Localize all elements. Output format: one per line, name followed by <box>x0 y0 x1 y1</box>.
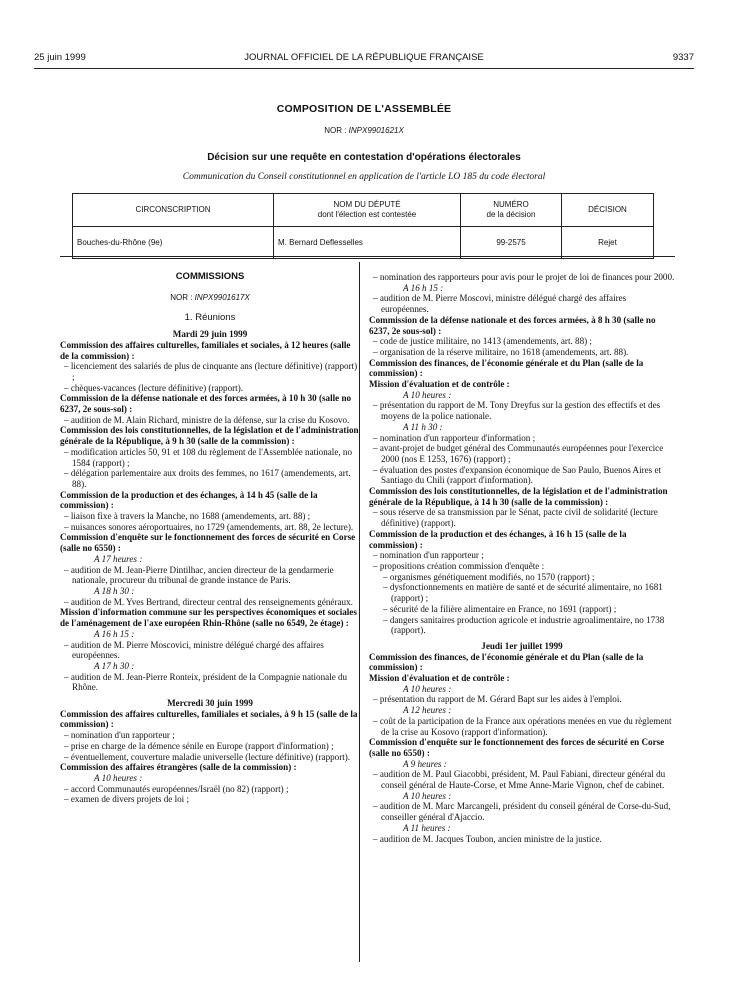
commission-heading: Commission d'enquête sur le fonctionnement des forces de sécurité en Corse (salle no 6550) : <box>60 532 356 554</box>
section-heading: 1. Réunions <box>184 312 236 324</box>
time-label: A 16 h 15 : <box>403 282 444 293</box>
cell-numero: 99-2575 <box>461 227 562 259</box>
nor-value: INPX9901621X <box>348 126 404 135</box>
commission-heading: Mission d'évaluation et de contrôle : <box>369 673 510 684</box>
agenda-item: – sécurité de la filière alimentaire en France, no 1691 (rapport) ; <box>383 603 617 614</box>
time-label: A 11 heures : <box>403 822 451 833</box>
left-agenda-list <box>60 329 360 805</box>
agenda-item: – examen de divers projets de loi ; <box>64 794 190 805</box>
header-date: 25 juin 1999 <box>34 52 86 63</box>
commission-heading: Mission d'information commune sur les perspectives économiques et sociales de l'aménagement de l'axe européen Rhin-Rhône (salle no 6549, 2e étage) : <box>60 607 357 629</box>
agenda-item: – audition de M. Jean-Pierre Dintilhac, ancien directeur de la gendarmerie nationale, procureur du tribunal de grande instance de Paris. <box>64 564 334 586</box>
composition-nor <box>34 126 694 135</box>
time-label: A 18 h 30 : <box>94 585 135 596</box>
commission-heading: Commission des finances, de l'économie générale et du Plan (salle de la commission) : <box>369 357 644 379</box>
header-journal-title: JOURNAL OFFICIEL DE LA RÉPUBLIQUE FRANÇAISE <box>244 52 484 63</box>
agenda-item: – audition de M. Pierre Moscovi, ministre délégué chargé des affaires européennes. <box>373 293 627 315</box>
agenda-item: – propositions création commission d'enquête : <box>373 560 545 571</box>
agenda-item: – chèques-vacances (lecture définitive) (rapport). <box>64 382 244 393</box>
commission-heading: Commission des lois constitutionnelles, de la législation et de l'administration générale de la République, à 9 h 30 (salle de la commission) : <box>60 425 359 447</box>
time-label: A 16 h 15 : <box>94 628 135 639</box>
agenda-item: – organisation de la réserve militaire, no 1618 (amendements, art. 88). <box>373 346 629 357</box>
agenda-item: – audition de M. Jacques Toubon, ancien ministre de la justice. <box>373 833 602 844</box>
time-label: A 9 heures : <box>403 758 447 769</box>
time-label: A 11 h 30 : <box>403 421 443 432</box>
day-heading: Jeudi 1er juillet 1999 <box>481 640 563 651</box>
agenda-item: – délégation parlementaire aux droits des femmes, no 1617 (amendements, art. 88). <box>64 468 351 489</box>
agenda-item: – licenciement des salariés de plus de cinquante ans (lecture définitive) (rapport) ; <box>64 361 358 382</box>
cell-depute: M. Bernard Deflesselles <box>274 227 461 259</box>
commission-heading: Commission des finances, de l'économie générale et du Plan (salle de la commission) : <box>369 651 644 673</box>
agenda-item: – nomination d'un rapporteur d'information ; <box>373 432 536 443</box>
commission-heading: Commission des affaires culturelles, familiales et sociales, à 12 heures (salle de la commission) : <box>60 339 351 361</box>
nor-label: NOR : <box>324 126 347 135</box>
decision-table <box>72 193 654 259</box>
commissions-title: COMMISSIONS <box>175 271 245 282</box>
commission-heading: Commission d'enquête sur le fonctionnement des forces de sécurité en Corse (salle no 6550) : <box>369 737 665 758</box>
col-header-numero: NUMÉRO de la décision <box>461 194 562 227</box>
table-header-row <box>73 194 654 227</box>
commissions-nor: NOR : INPX9901617X <box>170 292 250 302</box>
col-header-circonscription: CIRCONSCRIPTION <box>73 194 274 227</box>
right-column <box>369 272 675 844</box>
left-column <box>60 272 360 805</box>
agenda-item: – audition de M. Jean-Pierre Ronteix, président de la Compagnie nationale du Rhône. <box>64 671 348 693</box>
agenda-item: – audition de M. Paul Giacobbi, président, M. Paul Fabiani, directeur général du conseil général de Haute-Corse, et Mme Anne-Marie Vignon, chef de cabinet. <box>373 769 666 791</box>
agenda-item: – nomination des rapporteurs pour avis pour le projet de loi de finances pour 2000. <box>373 272 675 282</box>
agenda-item: – nomination d'un rapporteur ; <box>373 550 484 561</box>
agenda-item: – nuisances sonores aéroportuaires, no 1729 (amendements, art. 88, 2e lecture). <box>64 521 354 532</box>
cell-decision: Rejet <box>562 227 654 259</box>
commission-heading: Commission de la défense nationale et des forces armées, à 10 h 30 (salle no 6237, 2e sous-sol) : <box>60 393 352 415</box>
agenda-item: – prise en charge de la démence sénile en Europe (rapport d'information) ; <box>64 740 334 751</box>
agenda-item: – organismes génétiquement modifiés, no 1570 (rapport) ; <box>383 571 595 582</box>
time-label: A 17 h 30 : <box>94 660 135 671</box>
agenda-item: – liaison fixe à travers la Manche, no 1688 (amendements, art. 88) ; <box>64 511 311 522</box>
agenda-item: – présentation du rapport de M. Tony Dreyfus sur la gestion des effectifs et des moyens de la police nationale. <box>373 400 661 422</box>
table-row <box>73 227 654 259</box>
day-heading: Mardi 29 juin 1999 <box>172 329 248 340</box>
commission-heading: Commission des affaires étrangères (salle de la commission) : <box>60 762 297 773</box>
composition-title: COMPOSITION DE L'ASSEMBLÉE <box>276 103 452 115</box>
commission-heading: Commission des affaires culturelles, familiales et sociales, à 9 h 15 (salle de la commission) : <box>60 708 358 730</box>
section-rule <box>60 256 675 257</box>
agenda-item: – dangers sanitaires production agricole et industrie agroalimentaire, no 1738 (rapport). <box>383 614 665 636</box>
time-label: A 10 heures : <box>403 683 452 694</box>
agenda-item: – éventuellement, couverture maladie universelle (lecture définitive) (rapport). <box>64 751 351 762</box>
time-label: A 10 heures : <box>403 790 452 801</box>
agenda-item: – dysfonctionnements en matière de santé et de sécurité alimentaire, no 1681 (rapport) ; <box>383 582 663 604</box>
agenda-item: – audition de M. Marc Marcangeli, président du conseil général de Corse-du-Sud, conseiller général d'Ajaccio. <box>373 801 671 823</box>
commission-heading: Commission des lois constitutionnelles, de la législation et de l'administration générale de la République, à 14 h 30 (salle de la commission) : <box>369 486 668 507</box>
header-page-number: 9337 <box>672 52 694 63</box>
agenda-item: – sous réserve de sa transmission par le Sénat, pacte civil de solidarité (lecture définitive) (rapport). <box>373 507 658 529</box>
agenda-item: – code de justice militaire, no 1413 (amendements, art. 88) ; <box>373 336 592 347</box>
right-agenda-list <box>369 272 675 844</box>
header-rule <box>34 68 694 69</box>
commission-heading: Commission de la production et des échanges, à 14 h 45 (salle de la commission) : <box>60 489 318 511</box>
agenda-item: – coût de la participation de la France aux opérations menées en vue du règlement de la crise au Kosovo (rapport d'information). <box>373 715 672 737</box>
agenda-item: – évaluation des postes d'expansion économique de Sao Paulo, Buenos Aires et Santiago du Chili (rapport d'information). <box>373 464 662 486</box>
agenda-item: – audition de M. Alain Richard, ministre de la défense, sur la crise du Kosovo. <box>64 414 350 425</box>
decision-subtitle: Communication du Conseil constitutionnel en application de l'article LO 185 du code électoral <box>182 172 546 182</box>
commission-heading: Commission de la production et des échanges, à 16 h 15 (salle de la commission) : <box>369 528 627 550</box>
commission-heading: Mission d'évaluation et de contrôle : <box>369 379 510 390</box>
agenda-item: – nomination d'un rapporteur ; <box>64 730 175 741</box>
agenda-item: – audition de M. Yves Bertrand, directeur central des renseignements généraux. <box>64 596 353 607</box>
agenda-item: – accord Communautés européennes/Israël (no 82) (rapport) ; <box>64 783 289 794</box>
agenda-item: – avant-projet de budget général des Communautés européennes pour l'exercice 2000 (nos E 1253, 1676) (rapport) ; <box>373 443 664 464</box>
agenda-item: – modification articles 50, 91 et 108 du règlement de l'Assemblée nationale, no 1584 (rapport) ; <box>64 446 353 468</box>
time-label: A 10 heures : <box>403 389 452 400</box>
time-label: A 12 heures : <box>403 705 452 716</box>
page-header <box>34 52 694 68</box>
time-label: A 17 heures : <box>94 553 143 564</box>
decision-title: Décision sur une requête en contestation d'opérations électorales <box>207 152 521 163</box>
commission-heading: Commission de la défense nationale et des forces armées, à 8 h 30 (salle no 6237, 2e sous-sol) : <box>369 314 656 336</box>
agenda-item: – présentation du rapport de M. Gérard Bapt sur les aides à l'emploi. <box>373 694 622 705</box>
day-heading: Mercredi 30 juin 1999 <box>167 698 253 709</box>
col-header-decision: DÉCISION <box>562 194 654 227</box>
col-header-depute: NOM DU DÉPUTÉ dont l'élection est contestée <box>274 194 461 227</box>
time-label: A 10 heures : <box>94 772 143 783</box>
cell-circonscription: Bouches-du-Rhône (9e) <box>73 227 274 259</box>
agenda-item: – audition de M. Pierre Moscovici, ministre délégué chargé des affaires européennes. <box>64 639 324 661</box>
